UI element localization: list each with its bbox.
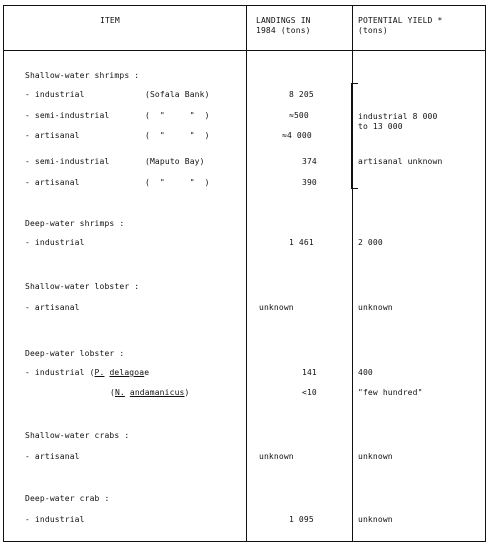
column-divider-1 [246,5,247,541]
row-label: - artisanal [25,303,80,312]
yield-value: "few hundred" [358,388,423,397]
row-label: - artisanal [25,131,80,140]
row-open: ( [110,388,115,397]
species-name: andamanicus [129,388,185,397]
column-divider-2 [352,5,353,541]
header-divider [3,50,485,51]
row-label: - semi-industrial [25,157,110,166]
header-landings-line2: 1984 (tons) [256,26,311,35]
section-title-shallow-lobster: Shallow-water lobster : [25,282,140,291]
landing-value: ≈500 [289,111,309,120]
landing-value: 141 [302,368,317,377]
yield-value: to 13 000 [358,122,403,131]
row-close: e [144,368,150,377]
landing-value: <10 [302,388,317,397]
lobster-row-2 [110,388,189,397]
row-label: - semi-industrial [25,111,110,120]
yield-value: 2 000 [358,238,383,247]
row-label: - industrial ( [25,368,95,377]
header-yield-line2: (tons) [358,26,388,35]
section-title-deep-shrimps: Deep-water shrimps : [25,219,125,228]
row-sublabel: ( " " ) [145,178,210,187]
table-border [3,5,486,542]
species-name: delagoa [109,368,145,377]
yield-value: industrial 8 000 [358,112,438,121]
section-title-shallow-shrimps: Shallow-water shrimps : [25,71,140,80]
yield-value: artisanal unknown [358,157,443,166]
section-title-deep-lobster: Deep-water lobster : [25,349,125,358]
section-title-deep-crab: Deep-water crab : [25,494,110,503]
lobster-row-1 [25,368,149,377]
row-sublabel: (Maputo Bay) [145,157,205,166]
yield-value: unknown [358,452,393,461]
row-label: - artisanal [25,452,80,461]
landing-value: 1 095 [289,515,314,524]
section-title-shallow-crabs: Shallow-water crabs : [25,431,130,440]
bracket-bottom [351,188,358,189]
row-sublabel: (Sofala Bank) [145,90,210,99]
row-label: - industrial [25,90,85,99]
landing-value: unknown [259,452,294,461]
row-label: - industrial [25,515,85,524]
yield-value: unknown [358,515,393,524]
landing-value: 374 [302,157,317,166]
row-sublabel: ( " " ) [145,111,210,120]
row-sublabel: ( " " ) [145,131,210,140]
row-label: - artisanal [25,178,80,187]
header-yield-line1: POTENTIAL YIELD * [358,16,443,25]
landing-value: 1 461 [289,238,314,247]
yield-value: 400 [358,368,373,377]
landing-value: unknown [259,303,294,312]
landing-value: 8 205 [289,90,314,99]
landing-value: ≈4 000 [282,131,312,140]
row-label: - industrial [25,238,85,247]
header-landings-line1: LANDINGS IN [256,16,311,25]
yield-value: unknown [358,303,393,312]
genus-name: N. [114,388,125,397]
header-item: ITEM [100,16,120,25]
yield-bracket [351,83,352,188]
row-close: ) [184,388,190,397]
landing-value: 390 [302,178,317,187]
genus-name: P. [94,368,105,377]
bracket-top [351,83,358,84]
